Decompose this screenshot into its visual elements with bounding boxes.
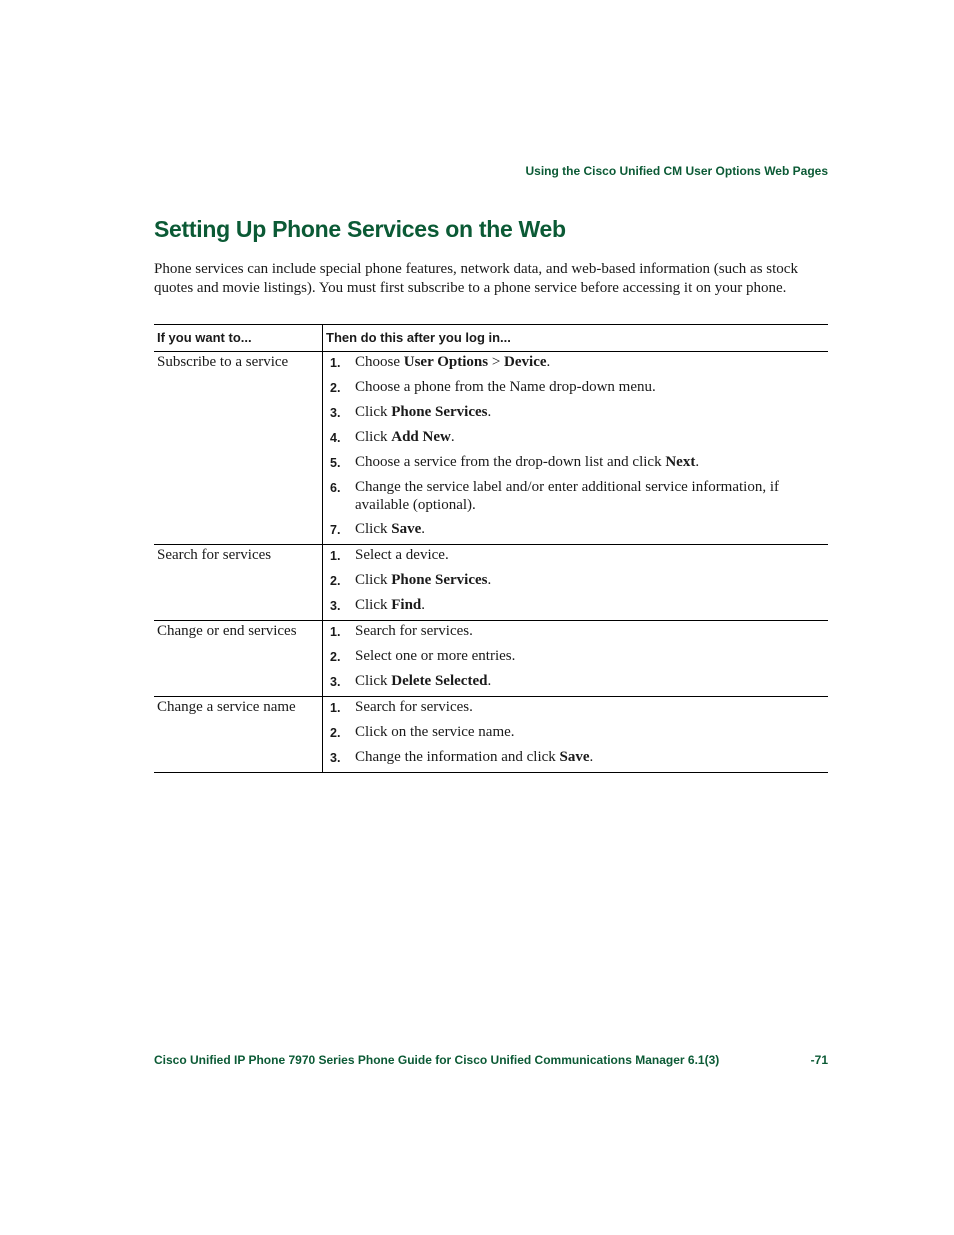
ui-term: Next — [665, 454, 696, 470]
task-cell: Change a service name — [154, 697, 323, 773]
step-text — [355, 353, 828, 372]
ui-term: Save — [559, 749, 590, 765]
table-row — [154, 545, 828, 621]
table-row — [154, 621, 828, 697]
step-text — [355, 453, 828, 472]
step-number: 1. — [330, 549, 341, 563]
step-number: 2. — [330, 381, 341, 395]
step-text — [355, 723, 828, 742]
table-row — [154, 697, 828, 773]
step-text-part: . — [695, 454, 700, 470]
ui-term: Device — [504, 354, 547, 370]
step-item — [330, 353, 828, 372]
step-text — [355, 520, 828, 539]
step-text-part: . — [421, 521, 425, 537]
intro-paragraph: Phone services can include special phone features, network data, and web-based information (such as stock quotes and movie listings). You must first subscribe to a phone service before accessing it on your phone. — [154, 261, 798, 296]
step-text-part: Click — [355, 673, 392, 689]
step-text-part: . — [450, 429, 455, 445]
step-item — [330, 672, 828, 691]
steps-cell — [323, 545, 829, 621]
step-item — [330, 622, 828, 641]
step-item — [330, 723, 828, 742]
step-number: 4. — [330, 431, 341, 445]
step-text-part: Search for services. — [355, 699, 473, 715]
ui-term: Save — [391, 521, 422, 537]
step-text-part: Choose a phone from the Name drop-down menu. — [355, 379, 656, 395]
step-text-part: Change the service label and/or enter additional service information, if available (optional). — [355, 479, 780, 513]
step-item — [330, 748, 828, 767]
step-text — [355, 546, 828, 565]
step-number: 2. — [330, 650, 341, 664]
step-item — [330, 403, 828, 422]
task-cell: Search for services — [154, 545, 323, 621]
ui-term: Add New — [391, 429, 451, 445]
step-number: 2. — [330, 726, 341, 740]
step-text — [355, 571, 828, 590]
ui-term: Phone Services — [391, 572, 488, 588]
ui-term: Phone Services — [391, 404, 488, 420]
steps-cell — [323, 697, 829, 773]
step-text-part: Select a device. — [355, 547, 449, 563]
step-text-part: Click — [355, 572, 392, 588]
ui-term: Delete Selected — [391, 673, 488, 689]
step-text — [355, 478, 828, 514]
step-text-part: . — [546, 354, 551, 370]
ui-term: Find — [391, 597, 422, 613]
footer-guide-title: Cisco Unified IP Phone 7970 Series Phone Guide for Cisco Unified Communications Manager 6.1(3) — [154, 1053, 720, 1067]
step-text-part: Choose a service from the drop-down list and click — [355, 454, 666, 470]
step-text-part: Select one or more entries. — [355, 648, 516, 664]
step-item — [330, 478, 828, 514]
step-text-part: Search for services. — [355, 623, 473, 639]
task-cell: Change or end services — [154, 621, 323, 697]
step-text — [355, 403, 828, 422]
ui-term: User Options — [403, 354, 489, 370]
step-text — [355, 596, 828, 615]
step-number: 3. — [330, 599, 341, 613]
page-title: Setting Up Phone Services on the Web — [154, 216, 566, 242]
step-text-part: . — [487, 572, 492, 588]
step-text-part: Click — [355, 429, 392, 445]
step-text — [355, 698, 828, 717]
step-number: 2. — [330, 574, 341, 588]
step-text-part: . — [421, 597, 426, 613]
page-number: -71 — [810, 1053, 828, 1067]
step-text-part: . — [487, 404, 492, 420]
task-cell: Subscribe to a service — [154, 352, 323, 545]
step-item — [330, 571, 828, 590]
step-text-part: Click — [355, 597, 392, 613]
step-text-part: . — [589, 749, 594, 765]
step-number: 3. — [330, 406, 341, 420]
step-text-part: Change the information and click — [355, 749, 560, 765]
steps-cell — [323, 621, 829, 697]
step-item — [330, 428, 828, 447]
column-header-steps: Then do this after you log in... — [323, 325, 829, 352]
step-item — [330, 596, 828, 615]
step-item — [330, 453, 828, 472]
step-text-part: Click on the service name. — [355, 724, 515, 740]
step-number: 3. — [330, 675, 341, 689]
step-text — [355, 647, 828, 666]
column-header-task: If you want to... — [154, 325, 323, 352]
step-number: 1. — [330, 356, 341, 370]
services-table — [154, 324, 828, 773]
step-number: 1. — [330, 625, 341, 639]
step-text — [355, 672, 828, 691]
step-number: 7. — [330, 523, 341, 537]
steps-cell — [323, 352, 829, 545]
table-header-row — [154, 325, 828, 352]
step-item — [330, 520, 828, 539]
step-item — [330, 698, 828, 717]
step-text — [355, 748, 828, 767]
step-text — [355, 622, 828, 641]
step-item — [330, 647, 828, 666]
table-row — [154, 352, 828, 545]
step-text-part: Click — [355, 404, 392, 420]
step-number: 5. — [330, 456, 341, 470]
step-number: 1. — [330, 701, 341, 715]
running-header: Using the Cisco Unified CM User Options Web Pages — [525, 164, 828, 178]
step-text-part: . — [487, 673, 492, 689]
step-text — [355, 428, 828, 447]
step-text-part: Choose — [355, 354, 404, 370]
step-text-part: Click — [355, 521, 392, 537]
step-item — [330, 378, 828, 397]
step-number: 3. — [330, 751, 341, 765]
step-text-part: > — [488, 354, 505, 370]
step-text — [355, 378, 828, 397]
step-item — [330, 546, 828, 565]
step-number: 6. — [330, 481, 341, 495]
table-body — [154, 352, 828, 773]
